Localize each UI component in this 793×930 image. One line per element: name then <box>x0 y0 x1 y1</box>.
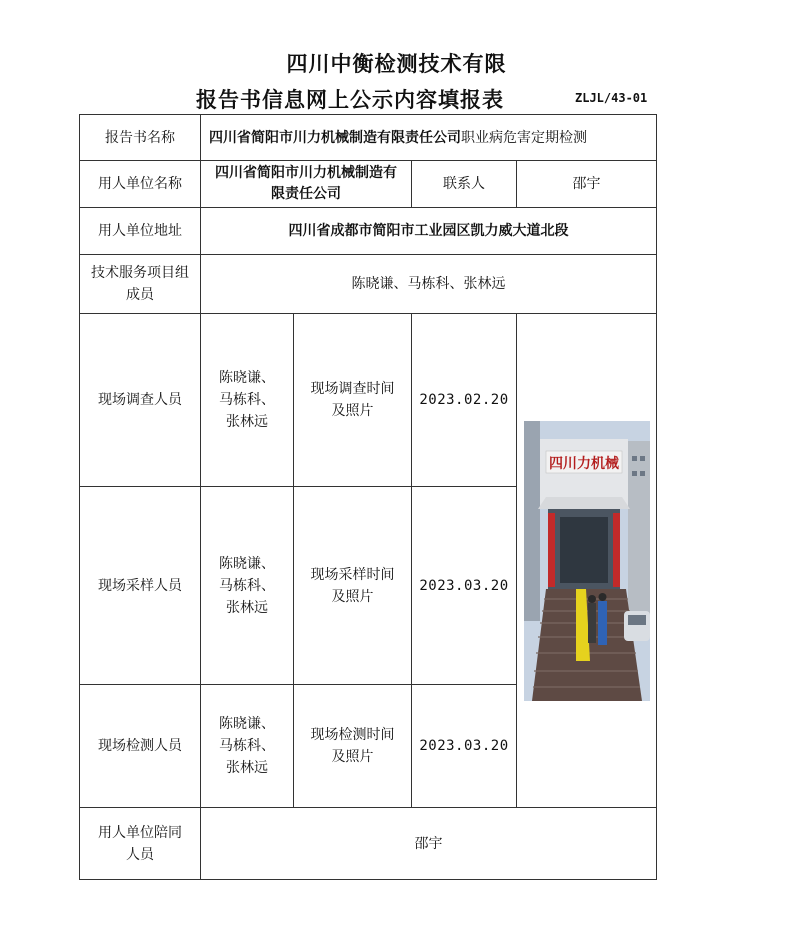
team-members-value: 陈晓谦、马栋科、张林远 <box>201 255 657 314</box>
contact-label: 联系人 <box>412 161 517 208</box>
sampling-people: 陈晓谦、马栋科、张林远 <box>201 487 294 685</box>
row-employer-name <box>80 161 657 208</box>
report-name-label: 报告书名称 <box>80 115 201 161</box>
sampling-date: 2023.03.20 <box>412 487 517 685</box>
team-members-label: 技术服务项目组成员 <box>80 255 201 314</box>
escort-value: 邵宇 <box>201 808 657 880</box>
company-title: 四川中衡检测技术有限 <box>286 52 507 76</box>
form-title: 报告书信息网上公示内容填报表 <box>196 88 504 112</box>
photo-right-building <box>628 441 650 631</box>
employer-address-value: 四川省成都市简阳市工业园区凯力威大道北段 <box>201 208 657 255</box>
photo-sign-text: 四川力机械 <box>548 455 619 472</box>
survey-people: 陈晓谦、马栋科、张林远 <box>201 314 294 487</box>
survey-time-label: 现场调查时间及照片 <box>294 314 412 487</box>
report-name-value <box>201 115 657 161</box>
sampling-label: 现场采样人员 <box>80 487 201 685</box>
report-info-table <box>79 114 657 880</box>
employer-address-label: 用人单位地址 <box>80 208 201 255</box>
detection-label: 现场检测人员 <box>80 685 201 808</box>
employer-name-label: 用人单位名称 <box>80 161 201 208</box>
sampling-time-label: 现场采样时间及照片 <box>294 487 412 685</box>
site-photo-cell <box>517 314 657 808</box>
employer-name-value: 四川省简阳市川力机械制造有限责任公司 <box>201 161 412 208</box>
detection-time-label: 现场检测时间及照片 <box>294 685 412 808</box>
form-code: ZLJL/43-01 <box>575 91 648 105</box>
photo-left-building <box>524 421 540 621</box>
row-employer-address <box>80 208 657 255</box>
escort-label: 用人单位陪同人员 <box>80 808 201 880</box>
row-escort <box>80 808 657 880</box>
row-report-name <box>80 115 657 161</box>
row-survey <box>80 314 657 487</box>
survey-label: 现场调查人员 <box>80 314 201 487</box>
photo-right-banner <box>613 513 620 587</box>
photo-person-1 <box>588 603 596 643</box>
contact-value: 邵宇 <box>517 161 657 208</box>
report-name-bold: 四川省简阳市川力机械制造有限责任公司 <box>209 129 461 146</box>
survey-date: 2023.02.20 <box>412 314 517 487</box>
photo-person-2 <box>598 601 607 645</box>
report-name-suffix: 职业病危害定期检测 <box>461 129 587 146</box>
detection-date: 2023.03.20 <box>412 685 517 808</box>
site-photo <box>524 421 650 701</box>
detection-people: 陈晓谦、马栋科、张林远 <box>201 685 294 808</box>
photo-canopy <box>538 497 630 509</box>
photo-left-banner <box>548 513 555 587</box>
row-team-members <box>80 255 657 314</box>
